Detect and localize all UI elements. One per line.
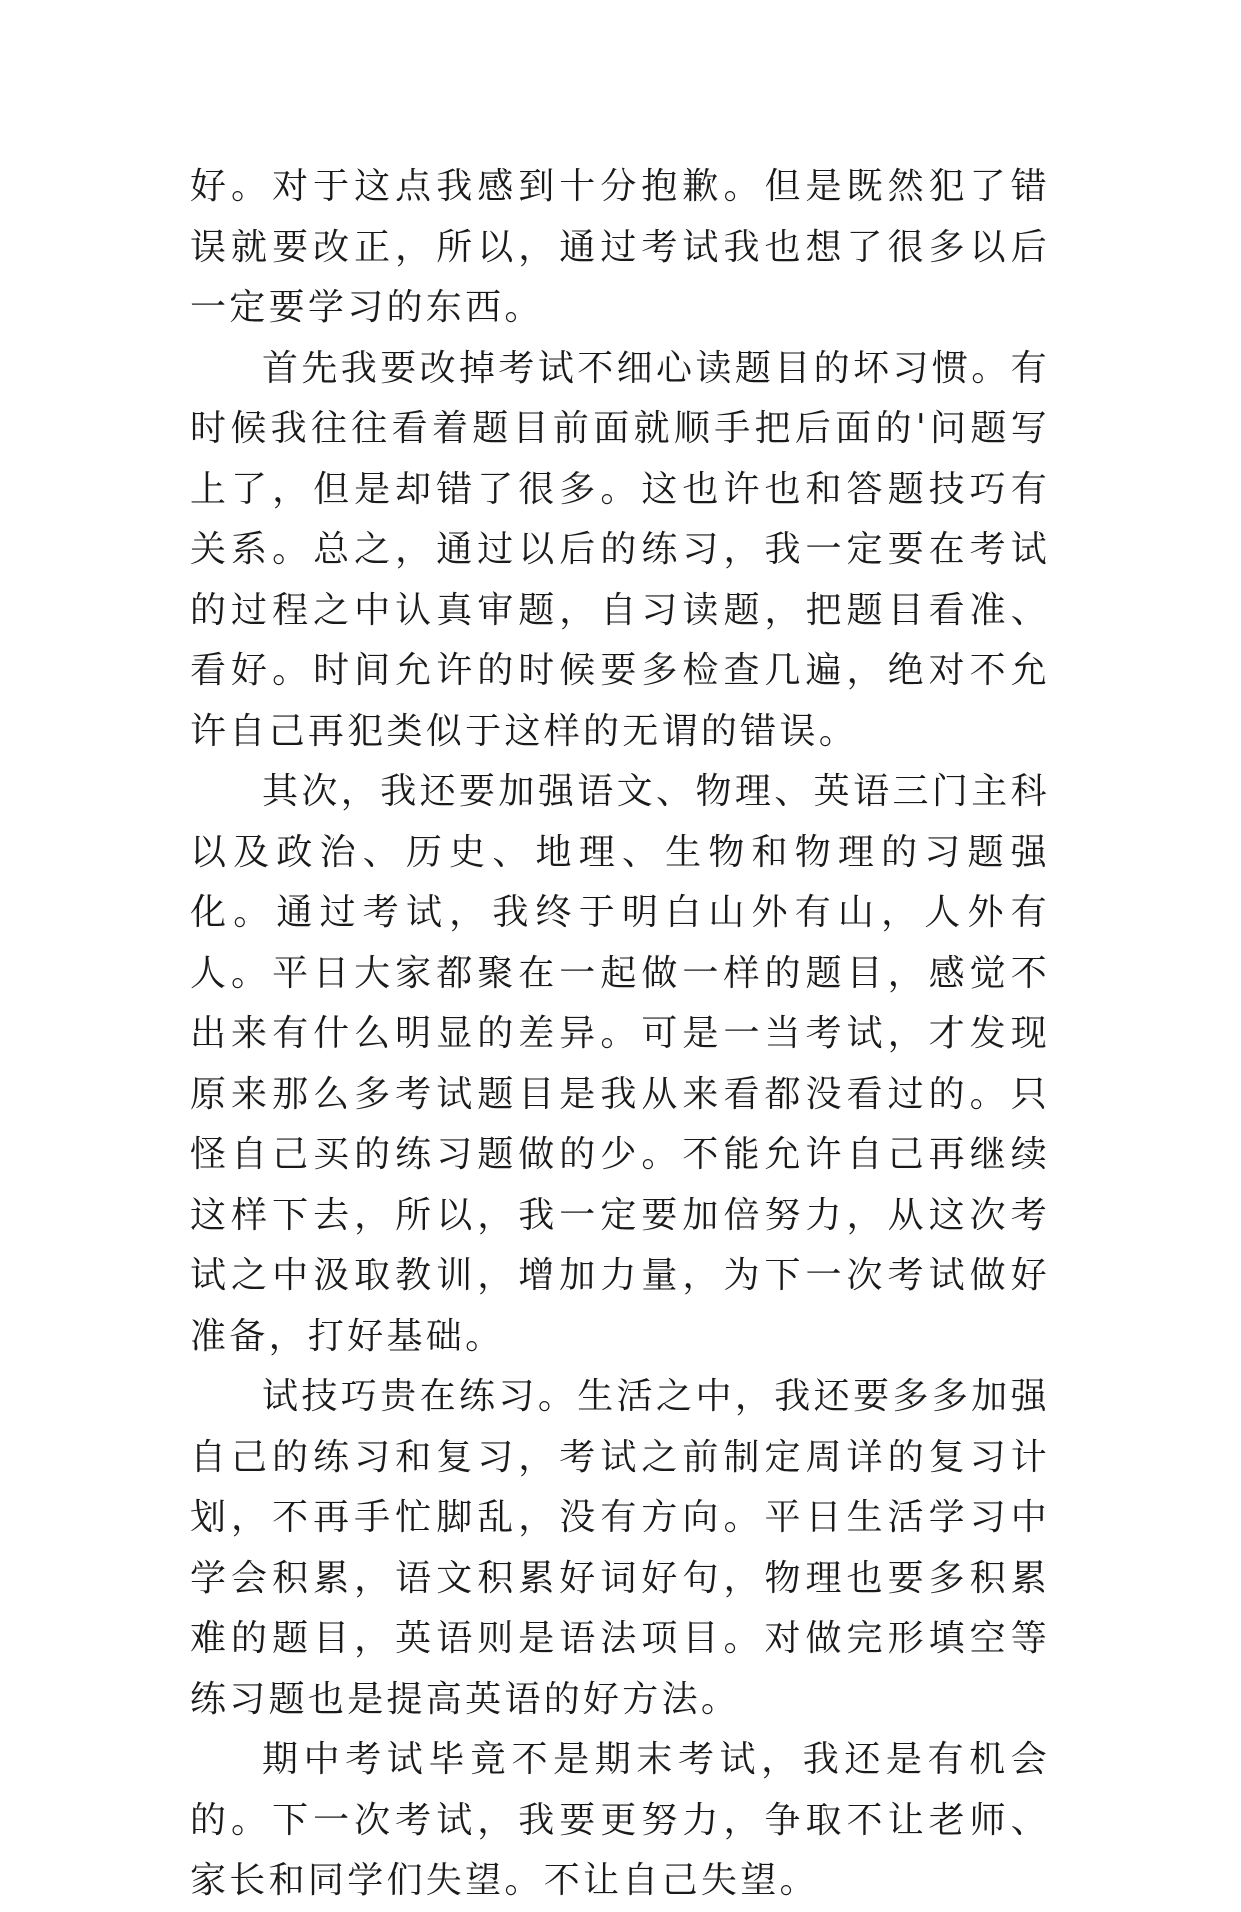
- paragraph-conclusion: 期中考试毕竟不是期末考试，我还是有机会的。下一次考试，我要更努力，争取不让老师、家长和同学们失望。不让自己失望。: [190, 1739, 1050, 1901]
- paragraph-continued: 好。对于这点我感到十分抱歉。但是既然犯了错误就要改正，所以，通过考试我也想了很多以后一定要学习的东西。: [190, 166, 1050, 328]
- paragraph-bad-habits: 首先我要改掉考试不细心读题目的坏习惯。有时候我往往看着题目前面就顺手把后面的'问题写上了，但是却错了很多。这也许也和答题技巧有关系。总之，通过以后的练习，我一定要在考试的过程之中认真审题，自习读题，把题目看准、看好。时间允许的时候要多检查几遍，绝对不允许自己再犯类似于这样的无谓的错误。: [190, 347, 1050, 752]
- paragraph-practice: 试技巧贵在练习。生活之中，我还要多多加强自己的练习和复习，考试之前制定周详的复习计划，不再手忙脚乱，没有方向。平日生活学习中学会积累，语文积累好词好句，物理也要多积累难的题目，英语则是语法项目。对做完形填空等练习题也是提高英语的好方法。: [190, 1376, 1050, 1720]
- document-body: [190, 157, 1050, 1912]
- paragraph-subjects: 其次，我还要加强语文、物理、英语三门主科以及政治、历史、地理、生物和物理的习题强化。通过考试，我终于明白山外有山，人外有人。平日大家都聚在一起做一样的题目，感觉不出来有什么明显的差异。可是一当考试，才发现原来那么多考试题目是我从来看都没看过的。只怪自己买的练习题做的少。不能允许自己再继续这样下去，所以，我一定要加倍努力，从这次考试之中汲取教训，增加力量，为下一次考试做好准备，打好基础。: [190, 771, 1050, 1357]
